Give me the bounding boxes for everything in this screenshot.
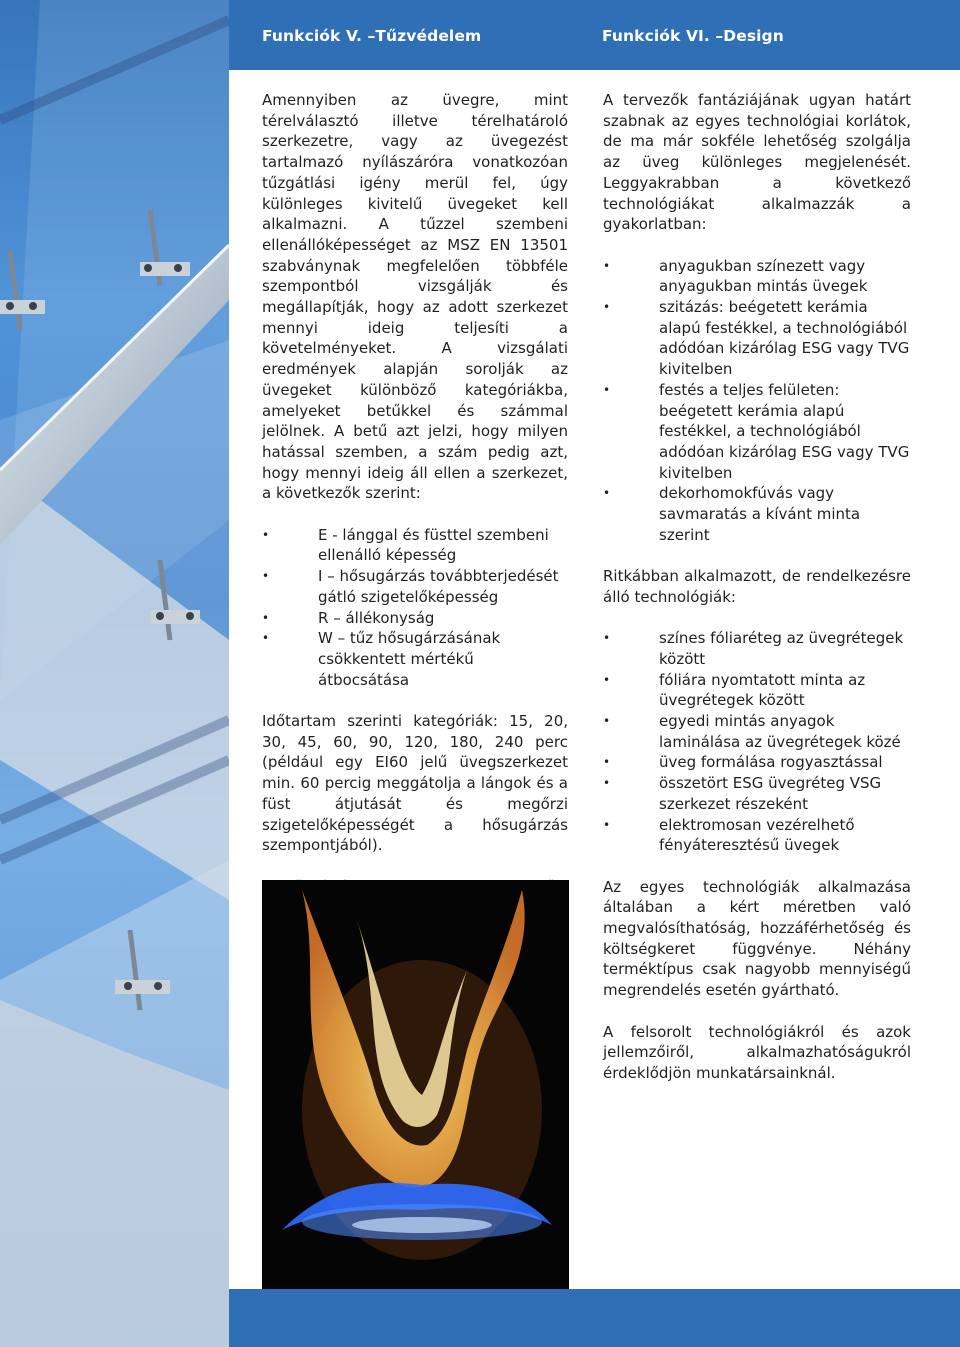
list-item: • W – tűz hősugárzásának csökkentett mértékű átbocsátása [262, 628, 568, 690]
design-intro-paragraph: A tervezők fantáziájának ugyan határt szabnak az egyes technológiai korlátok, de ma már sokféle lehetőség szolgálja az üveg különleges megjelenését. Leggyakrabban a következő technológiákat alkalmazzák a gyakorlatban: [603, 91, 911, 234]
list-item: • összetört ESG üvegréteg VSG szerkezet részeként [603, 773, 911, 814]
classification-list [262, 525, 568, 691]
design-column [603, 90, 911, 1084]
flame-photo [262, 880, 569, 1289]
rare-technologies-list [603, 628, 911, 856]
contact-paragraph: A felsorolt technológiákról és azok jellemzőiről, alkalmazhatóságukról érdeklődjön munkatársainknál. [603, 1022, 911, 1082]
glass-facade-photo [0, 0, 229, 1347]
list-item: • anyagukban színezett vagy anyagukban mintás üvegek [603, 256, 911, 297]
list-item: • fóliára nyomtatott minta az üvegrétegek között [603, 670, 911, 711]
list-item: • egyedi mintás anyagok laminálása az üvegrétegek közé [603, 711, 911, 752]
rare-technologies-intro: Ritkábban alkalmazott, de rendelkezésre álló technológiák: [603, 567, 911, 606]
list-item: • festés a teljes felületen: beégetett kerámia alapú festékkel, a technológiából adódóan kizárólag ESG vagy TVG kivitelben [603, 380, 911, 484]
feasibility-paragraph: Az egyes technológiák alkalmazása általában a kért méretben való megvalósíthatóság, hozzáférhetőség és költségkeret függvénye. Néhány terméktípus csak nagyobb mennyiségű megrendelés esetén gyártható. [603, 877, 911, 1000]
list-item: • szitázás: beégetett kerámia alapú festékkel, a technológiából adódóan kizárólag ESG vagy TVG kivitelben [603, 297, 911, 380]
list-item: • I – hősugárzás továbbterjedését gátló szigetelőképesség [262, 566, 568, 607]
glass-facade-illustration [0, 0, 229, 1347]
flame-illustration [262, 880, 569, 1289]
list-item: • R – állékonyság [262, 608, 568, 629]
list-item: • színes fóliaréteg az üvegrétegek között [603, 628, 911, 669]
left-section-title: Funkciók V. –Tűzvédelem [262, 27, 482, 45]
intro-paragraph: Amennyiben az üvegre, mint térelválasztó illetve térelhatároló szerkezetre, vagy az üvegezést tartalmazó nyílászáróra vonatkozóan tűzgátlási igény merül fel, úgy különleges kivitelű üvegeket kell alkalmazni. A tűzzel szembeni ellenállóképességet az MSZ EN 13501 szabványnak megfelelően többféle szempontból vizsgálják és megállapítják, hogy az adott szerkezet mennyi ideig teljesíti a követelményeket. A vizsgálati eredmények alapján sorolják az üvegeket különböző kategóriákba, amelyeket betűkkel és számmal jelölnek. A betű azt jelzi, hogy milyen hatással szemben, a szám pedig azt, hogy mennyi ideig áll ellen a szerkezet, a következők szerint: [262, 91, 568, 503]
list-item: • üveg formálása rogyasztással [603, 752, 911, 773]
common-technologies-list [603, 256, 911, 546]
right-section-title: Funkciók VI. –Design [602, 27, 784, 45]
list-item: • dekorhomokfúvás vagy savmaratás a kívánt minta szerint [603, 483, 911, 545]
list-item: • E - lánggal és füsttel szembeni ellenálló képesség [262, 525, 568, 566]
footer-bar [229, 1289, 960, 1347]
duration-paragraph: Időtartam szerinti kategóriák: 15, 20, 30, 45, 60, 90, 120, 180, 240 perc (például egy EI60 jelű üvegszerkezet min. 60 percig meggátolja a lángok és a füst átjutását és megőrzi szigetelőképességét a hősugárzás szempontjából). [262, 712, 568, 855]
fire-protection-column [262, 90, 568, 1001]
list-item: • elektromosan vezérelhető fényáteresztésű üvegek [603, 815, 911, 856]
